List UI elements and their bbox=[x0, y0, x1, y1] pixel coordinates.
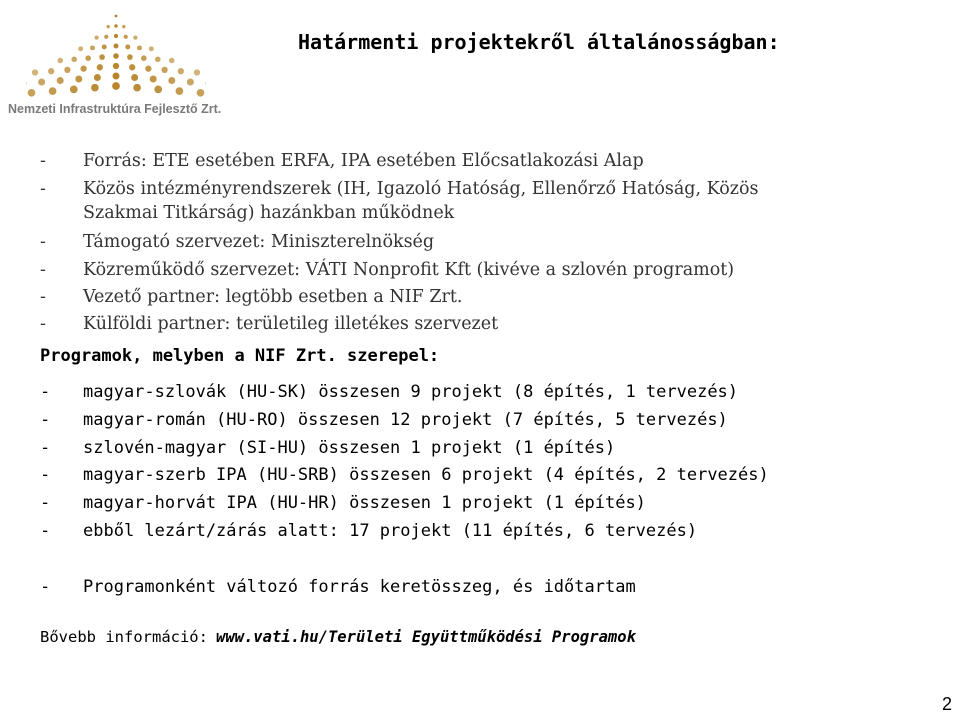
programs-heading: Programok, melyben a NIF Zrt. szerepel: bbox=[40, 346, 440, 366]
bullet-dash: - bbox=[40, 151, 46, 171]
logo-dot bbox=[97, 64, 103, 70]
logo-dot bbox=[114, 44, 119, 49]
list-item-text: magyar-horvát IPA (HU-HR) összesen 1 projekt (1 építés) bbox=[83, 493, 646, 513]
logo-dot bbox=[64, 67, 70, 73]
bullet-dash: - bbox=[40, 179, 46, 199]
logo-dot bbox=[122, 25, 126, 29]
logo-dot bbox=[91, 84, 99, 92]
logo-dot bbox=[206, 80, 207, 87]
more-info-link[interactable]: www.vati.hu/Területi Együttműködési Programok bbox=[215, 628, 636, 646]
logo-dot bbox=[187, 79, 194, 86]
list-item-text: szlovén-magyar (SI-HU) összesen 1 projekt (1 építés) bbox=[83, 438, 616, 458]
page-title: Határmenti projektekről általánosságban: bbox=[298, 30, 780, 54]
list-item-text: magyar-szerb IPA (HU-SRB) összesen 6 projekt (4 építés, 2 tervezés) bbox=[83, 465, 769, 485]
logo-dot bbox=[133, 84, 141, 92]
logo-dot bbox=[102, 44, 107, 49]
list-item-text: Közös intézményrendszerek (IH, Igazoló Hatóság, Ellenőrző Hatóság, Közös bbox=[83, 179, 759, 199]
list-item-text: Programonként változó forrás keretösszeg, és időtartam bbox=[83, 577, 636, 597]
logo-dot bbox=[28, 89, 36, 97]
list-item-text: Támogató szervezet: Miniszterelnökség bbox=[83, 232, 435, 252]
logo-dot bbox=[48, 68, 54, 74]
logo-dot bbox=[49, 87, 57, 95]
logo-dot bbox=[155, 57, 161, 63]
logo-dot bbox=[194, 69, 200, 75]
logo-dot bbox=[197, 89, 205, 97]
logo-dot bbox=[32, 69, 38, 75]
logo-dot bbox=[38, 79, 45, 86]
list-item-text: Forrás: ETE esetében ERFA, IPA esetében Előcsatlakozási Alap bbox=[83, 151, 644, 171]
logo-dot bbox=[94, 74, 101, 81]
bullet-dash: - bbox=[40, 287, 46, 307]
logo-dot bbox=[99, 54, 105, 60]
logo-dot bbox=[104, 35, 108, 39]
logo-dot bbox=[78, 46, 83, 51]
logo-dot bbox=[75, 76, 82, 83]
bullet-dash: - bbox=[40, 438, 51, 458]
bullet-dash: - bbox=[40, 521, 51, 541]
list-item-text: magyar-szlovák (HU-SK) összesen 9 projekt (8 építés, 1 tervezés) bbox=[83, 382, 739, 402]
organization-name: Nemzeti Infrastruktúra Fejlesztő Zrt. bbox=[8, 102, 222, 116]
logo-dot bbox=[145, 65, 151, 71]
logo bbox=[4, 8, 230, 120]
logo-dots-icon bbox=[26, 8, 206, 98]
bullet-dash: - bbox=[40, 410, 51, 430]
logo-dot bbox=[137, 45, 142, 50]
logo-dot bbox=[90, 45, 95, 50]
logo-dot bbox=[113, 73, 120, 80]
logo-dot bbox=[149, 46, 154, 51]
more-info-label: Bővebb információ: bbox=[40, 628, 208, 646]
logo-dot bbox=[127, 54, 133, 60]
list-item-text: Szakmai Titkárság) hazánkban működnek bbox=[83, 203, 455, 223]
page-number: 2 bbox=[941, 694, 952, 714]
logo-dot bbox=[141, 55, 147, 61]
logo-dot bbox=[169, 58, 175, 64]
logo-dot bbox=[70, 86, 78, 94]
list-item-text: Külföldi partner: területileg illetékes szervezet bbox=[83, 314, 499, 334]
bullet-dash: - bbox=[40, 382, 51, 402]
logo-dot bbox=[113, 53, 119, 59]
list-item-text: Vezető partner: legtöbb esetben a NIF Zrt. bbox=[83, 287, 463, 307]
logo-dot bbox=[85, 55, 91, 61]
logo-dot bbox=[115, 15, 118, 18]
bullet-dash: - bbox=[40, 577, 51, 597]
logo-dot bbox=[124, 35, 128, 39]
logo-dot bbox=[26, 80, 27, 87]
logo-dot bbox=[129, 64, 135, 70]
more-info bbox=[40, 628, 636, 646]
logo-dot bbox=[133, 36, 137, 40]
bullet-dash: - bbox=[40, 232, 46, 252]
bullet-dash: - bbox=[40, 493, 51, 513]
bullet-dash: - bbox=[40, 465, 51, 485]
logo-dot bbox=[176, 87, 184, 95]
logo-dot bbox=[106, 25, 110, 29]
logo-dot bbox=[113, 63, 119, 69]
logo-dot bbox=[168, 77, 175, 84]
logo-dot bbox=[131, 74, 138, 81]
logo-dot bbox=[154, 86, 162, 94]
bullet-dash: - bbox=[40, 260, 46, 280]
bullet-dash: - bbox=[40, 314, 46, 334]
logo-dot bbox=[114, 24, 118, 28]
logo-dot bbox=[161, 67, 167, 73]
logo-dot bbox=[95, 36, 99, 40]
list-item-text: ebből lezárt/zárás alatt: 17 projekt (11 építés, 6 tervezés) bbox=[83, 521, 698, 541]
logo-dot bbox=[58, 58, 64, 64]
logo-dot bbox=[150, 76, 157, 83]
logo-dot bbox=[114, 34, 118, 38]
logo-dot bbox=[57, 77, 64, 84]
logo-dot bbox=[71, 57, 77, 63]
logo-dot bbox=[125, 44, 130, 49]
logo-dot bbox=[80, 65, 86, 71]
logo-dot bbox=[178, 68, 184, 74]
list-item-text: Közreműködő szervezet: VÁTI Nonprofit Kft (kivéve a szlovén programot) bbox=[83, 260, 735, 280]
logo-dot bbox=[112, 82, 120, 90]
list-item-text: magyar-román (HU-RO) összesen 12 projekt (7 építés, 5 tervezés) bbox=[83, 410, 728, 430]
